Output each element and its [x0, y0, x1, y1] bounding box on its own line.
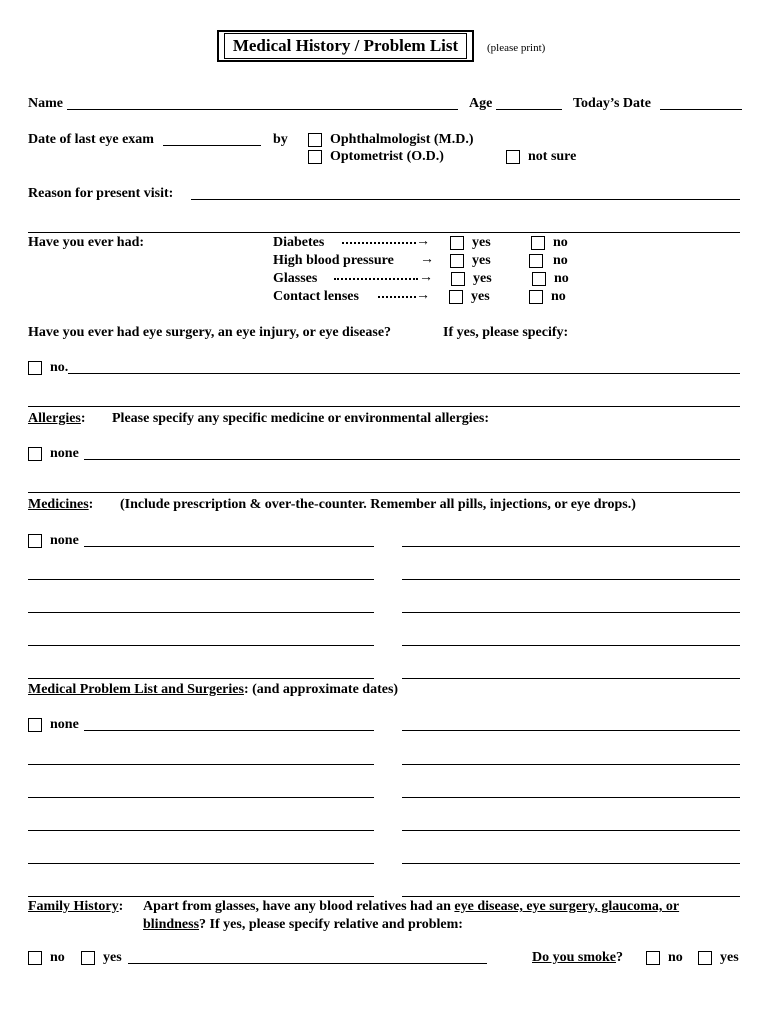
not-sure-checkbox[interactable] [506, 150, 520, 164]
diabetes-no-label: no [553, 235, 568, 250]
smoke-no-checkbox[interactable] [646, 951, 660, 965]
problem-field[interactable] [402, 797, 740, 798]
eye-surgery-no-label: no. [50, 360, 69, 375]
arrow-right-icon: → [416, 234, 430, 249]
problems-none-label: none [50, 717, 79, 732]
allergies-none-label: none [50, 446, 79, 461]
problem-list-heading: Medical Problem List and Surgeries: (and approximate dates) [28, 682, 399, 697]
problem-field[interactable] [28, 896, 374, 897]
medicines-none-label: none [50, 533, 79, 548]
medicine-field[interactable] [402, 645, 740, 646]
last-eye-exam-label: Date of last eye exam [28, 132, 154, 147]
condition-glasses-label: Glasses [273, 271, 318, 286]
smoke-question: Do you smoke? [532, 950, 624, 965]
medicines-none-checkbox[interactable] [28, 534, 42, 548]
leader-dots [378, 296, 416, 298]
age-label: Age [469, 96, 493, 111]
name-field[interactable] [67, 109, 458, 110]
reason-field-continued[interactable] [28, 232, 740, 233]
condition-high-blood-pressure-label: High blood pressure [273, 253, 394, 268]
age-field[interactable] [496, 109, 562, 110]
glasses-no-label: no [554, 271, 569, 286]
family-history-field[interactable] [128, 963, 487, 964]
smoke-no-label: no [668, 950, 683, 965]
family-history-prompt-line2: blindness? If yes, please specify relative and problem: [143, 917, 463, 932]
title-frame [217, 30, 474, 62]
glasses-no-checkbox[interactable] [532, 272, 546, 286]
contact-lenses-yes-label: yes [471, 289, 490, 304]
optometrist-checkbox[interactable] [308, 150, 322, 164]
high-blood-pressure-no-checkbox[interactable] [529, 254, 543, 268]
arrow-right-icon: → [419, 270, 433, 285]
allergies-prompt: Please specify any specific medicine or environmental allergies: [112, 411, 490, 426]
problem-field[interactable] [28, 797, 374, 798]
eye-surgery-field[interactable] [68, 373, 740, 374]
medicines-prompt: (Include prescription & over-the-counter. Remember all pills, injections, or eye drops.) [120, 497, 636, 512]
problem-field[interactable] [84, 730, 374, 731]
eye-surgery-no-checkbox[interactable] [28, 361, 42, 375]
name-label: Name [28, 96, 63, 111]
allergies-none-checkbox[interactable] [28, 447, 42, 461]
ophthalmologist-checkbox[interactable] [308, 133, 322, 147]
reason-label: Reason for present visit: [28, 186, 174, 201]
contact-lenses-no-checkbox[interactable] [529, 290, 543, 304]
medicine-field[interactable] [402, 546, 740, 547]
condition-diabetes-label: Diabetes [273, 235, 325, 250]
problem-field[interactable] [28, 863, 374, 864]
leader-dots [334, 278, 418, 280]
allergies-field-continued[interactable] [28, 492, 740, 493]
medicine-field[interactable] [28, 645, 374, 646]
contact-lenses-yes-checkbox[interactable] [449, 290, 463, 304]
problem-field[interactable] [402, 764, 740, 765]
leader-dots [342, 242, 416, 244]
family-history-heading: Family History: [28, 899, 124, 914]
medicine-field[interactable] [84, 546, 374, 547]
medicine-field[interactable] [402, 579, 740, 580]
high-blood-pressure-yes-label: yes [472, 253, 491, 268]
medicine-field[interactable] [402, 612, 740, 613]
ophthalmologist-label: Ophthalmologist (M.D.) [330, 132, 474, 147]
medicines-heading: Medicines: [28, 497, 94, 512]
eye-surgery-specify-label: If yes, please specify: [443, 325, 569, 340]
condition-contact-lenses-label: Contact lenses [273, 289, 359, 304]
arrow-right-icon: → [416, 288, 430, 303]
please-print-note: (please print) [487, 42, 546, 54]
glasses-yes-checkbox[interactable] [451, 272, 465, 286]
eye-surgery-field-continued[interactable] [28, 406, 740, 407]
problem-field[interactable] [28, 830, 374, 831]
high-blood-pressure-yes-checkbox[interactable] [450, 254, 464, 268]
problem-field[interactable] [402, 863, 740, 864]
diabetes-yes-checkbox[interactable] [450, 236, 464, 250]
glasses-yes-label: yes [473, 271, 492, 286]
smoke-yes-checkbox[interactable] [698, 951, 712, 965]
medicine-field[interactable] [402, 678, 740, 679]
page-title: Medical History / Problem List [224, 33, 467, 59]
medicine-field[interactable] [28, 579, 374, 580]
last-eye-exam-field[interactable] [163, 145, 261, 146]
problem-field[interactable] [402, 730, 740, 731]
arrow-right-icon: → [420, 252, 434, 267]
diabetes-no-checkbox[interactable] [531, 236, 545, 250]
high-blood-pressure-no-label: no [553, 253, 568, 268]
allergies-field[interactable] [84, 459, 740, 460]
problem-field[interactable] [402, 896, 740, 897]
eye-surgery-question: Have you ever had eye surgery, an eye injury, or eye disease? [28, 325, 392, 340]
allergies-heading: Allergies: [28, 411, 86, 426]
todays-date-field[interactable] [660, 109, 742, 110]
contact-lenses-no-label: no [551, 289, 566, 304]
problem-field[interactable] [402, 830, 740, 831]
smoke-yes-label: yes [720, 950, 739, 965]
medicine-field[interactable] [28, 612, 374, 613]
optometrist-label: Optometrist (O.D.) [330, 149, 444, 164]
medicine-field[interactable] [28, 678, 374, 679]
by-label: by [273, 132, 288, 147]
diabetes-yes-label: yes [472, 235, 491, 250]
reason-field[interactable] [191, 199, 740, 200]
problems-none-checkbox[interactable] [28, 718, 42, 732]
not-sure-label: not sure [528, 149, 577, 164]
problem-field[interactable] [28, 764, 374, 765]
family-history-yes-checkbox[interactable] [81, 951, 95, 965]
ever-had-question: Have you ever had: [28, 235, 145, 250]
family-history-no-checkbox[interactable] [28, 951, 42, 965]
family-history-no-label: no [50, 950, 65, 965]
todays-date-label: Today’s Date [573, 96, 651, 111]
family-history-yes-label: yes [103, 950, 122, 965]
family-history-prompt-line1: Apart from glasses, have any blood relatives had an eye disease, eye surgery, glaucoma, or [143, 899, 680, 914]
